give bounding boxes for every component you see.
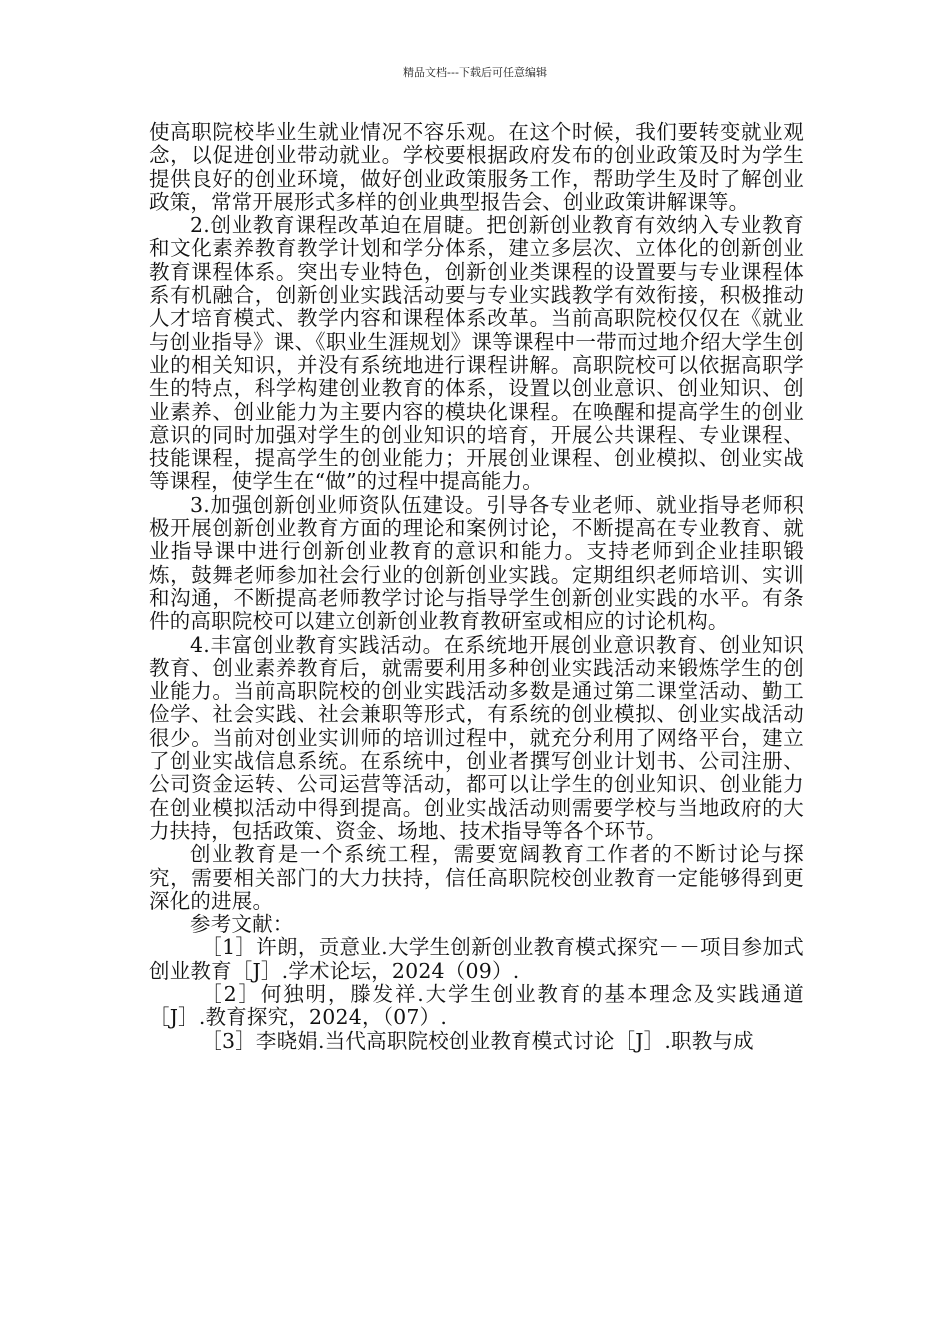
reference-item: ［3］李晓娟.当代高职院校创业教育模式讨论［J］.职教与成	[201, 1028, 754, 1053]
paragraph-curriculum-reform: 2.创业教育课程改革迫在眉睫。把创新创业教育有效纳入专业教育和文化素养教育教学计划和学分体系，建立多层次、立体化的创新创业教育课程体系。突出专业特色，创新创业类课程的设置要与专业课程体系有机融合，创新创业实践活动要与专业实践教学有效衔接，积极推动人才培育模式、教学内容和课程体系改革。当前高职院校仅仅在《就业与创业指导》课、《职业生涯规划》课等课程中一带而过地介绍大学生创业的相关知识，并没有系统地进行课程讲解。高职院校可以依据高职学生的特点，科学构建创业教育的体系，设置以创业意识、创业知识、创业素养、创业能力为主要内容的模块化课程。在唤醒和提高学生的创业意识的同时加强对学生的创业知识的培育，开展公共课程、专业课程、技能课程，提高学生的创业能力；开展创业课程、创业模拟、创业实战等课程，使学生在“做”的过程中提高能力。	[149, 213, 804, 494]
paragraph-conclusion: 创业教育是一个系统工程，需要宽阔教育工作者的不断讨论与探究，需要相关部门的大力扶持，信任高职院校创业教育一定能够得到更深化的进展。	[149, 842, 804, 913]
document-body	[149, 121, 804, 1053]
paragraph-practice-activities: 4.丰富创业教育实践活动。在系统地开展创业意识教育、创业知识教育、创业素养教育后，就需要利用多种创业实践活动来锻炼学生的创业能力。当前高职院校的创业实践活动多数是通过第二课堂活动、勤工俭学、社会实践、社会兼职等形式，有系统的创业模拟、创业实战活动很少。当前对创业实训师的培训过程中，就充分利用了网络平台，建立了创业实战信息系统。在系统中，创业者撰写创业计划书、公司注册、公司资金运转、公司运营等活动，都可以让学生的创业知识、创业能力在创业模拟活动中得到提高。创业实战活动则需要学校与当地政府的大力扶持，包括政策、资金、场地、技术指导等各个环节。	[149, 632, 804, 843]
reference-item: ［2］何独明，滕发祥.大学生创业教育的基本理念及实践通道［J］.教育探究，2024，（07）.	[149, 981, 804, 1030]
references-heading: 参考文献：	[190, 912, 294, 937]
reference-item: ［1］许朗，贡意业.大学生创新创业教育模式探究－－项目参加式创业教育［J］.学术论坛，2024（09）.	[149, 935, 804, 983]
paragraph-employment-policy: 使高职院校毕业生就业情况不容乐观。在这个时候，我们要转变就业观念，以促进创业带动就业。学校要根据政府发布的创业政策及时为学生提供良好的创业环境，做好创业政策服务工作，帮助学生及时了解创业政策，常常开展形式多样的创业典型报告会、创业政策讲解课等。	[149, 120, 804, 214]
paragraph-teacher-training: 3.加强创新创业师资队伍建设。引导各专业老师、就业指导老师积极开展创新创业教育方面的理论和案例讨论，不断提高在专业教育、就业指导课中进行创新创业教育的意识和能力。支持老师到企业挂职锻炼，鼓舞老师参加社会行业的创新创业实践。定期组织老师培训、实训和沟通，不断提高老师教学讨论与指导学生创新创业实践的水平。有条件的高职院校可以建立创新创业教育教研室或相应的讨论机构。	[149, 492, 804, 634]
page-header: 精品文档---下载后可任意编辑	[403, 66, 547, 79]
